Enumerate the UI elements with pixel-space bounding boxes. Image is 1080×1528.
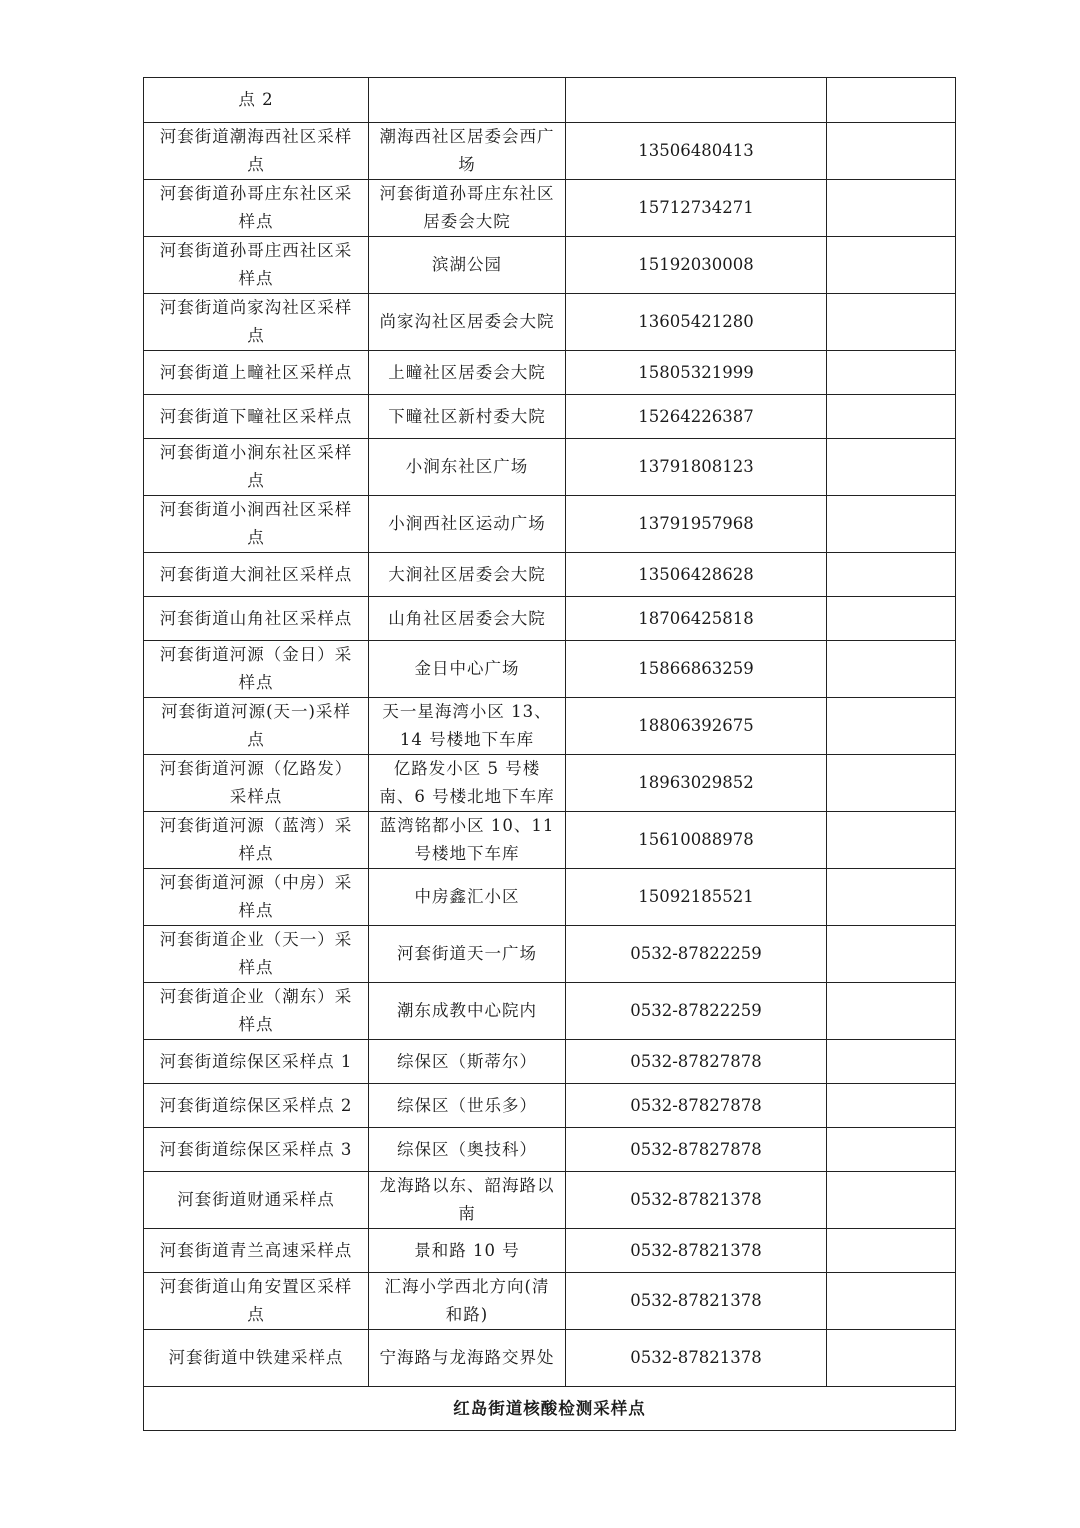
- site-name-cell: 河套街道山角社区采样点: [144, 597, 369, 641]
- phone-cell: 15092185521: [566, 869, 827, 926]
- address-cell: 汇海小学西北方向(清和路): [369, 1273, 566, 1330]
- table-row: [144, 78, 956, 123]
- address-cell: 综保区（奥技科）: [369, 1128, 566, 1172]
- phone-cell: 0532-87827878: [566, 1040, 827, 1084]
- note-cell: [827, 395, 956, 439]
- phone-cell: 15712734271: [566, 180, 827, 237]
- table-row: [144, 1229, 956, 1273]
- table-body: [144, 78, 956, 1431]
- phone-cell: 13506480413: [566, 123, 827, 180]
- phone-cell: 15610088978: [566, 812, 827, 869]
- phone-cell: 15805321999: [566, 351, 827, 395]
- note-cell: [827, 351, 956, 395]
- site-name-cell: 河套街道小涧西社区采样点: [144, 496, 369, 553]
- table-row: [144, 1084, 956, 1128]
- note-cell: [827, 439, 956, 496]
- address-cell: 河套街道天一广场: [369, 926, 566, 983]
- address-cell: 综保区（世乐多）: [369, 1084, 566, 1128]
- site-name-cell: 河套街道河源（蓝湾）采样点: [144, 812, 369, 869]
- note-cell: [827, 1172, 956, 1229]
- site-name-cell: 河套街道河源（金日）采样点: [144, 641, 369, 698]
- note-cell: [827, 496, 956, 553]
- table-row: [144, 983, 956, 1040]
- address-cell: 潮海西社区居委会西广场: [369, 123, 566, 180]
- address-cell: 景和路 10 号: [369, 1229, 566, 1273]
- table-row: [144, 641, 956, 698]
- note-cell: [827, 641, 956, 698]
- site-name-cell: 河套街道小涧东社区采样点: [144, 439, 369, 496]
- address-cell: [369, 78, 566, 123]
- table-row: [144, 1330, 956, 1387]
- phone-cell: 15192030008: [566, 237, 827, 294]
- phone-cell: 18963029852: [566, 755, 827, 812]
- site-name-cell: 河套街道大涧社区采样点: [144, 553, 369, 597]
- note-cell: [827, 1040, 956, 1084]
- address-cell: 小涧西社区运动广场: [369, 496, 566, 553]
- phone-cell: 0532-87827878: [566, 1084, 827, 1128]
- address-cell: 金日中心广场: [369, 641, 566, 698]
- note-cell: [827, 180, 956, 237]
- address-cell: 天一星海湾小区 13、14 号楼地下车库: [369, 698, 566, 755]
- note-cell: [827, 869, 956, 926]
- note-cell: [827, 1128, 956, 1172]
- table-row: [144, 237, 956, 294]
- note-cell: [827, 926, 956, 983]
- phone-cell: 13605421280: [566, 294, 827, 351]
- section-title: 红岛街道核酸检测采样点: [144, 1387, 956, 1431]
- phone-cell: 18806392675: [566, 698, 827, 755]
- table-row: [144, 1172, 956, 1229]
- address-cell: 蓝湾铭都小区 10、11 号楼地下车库: [369, 812, 566, 869]
- phone-cell: 0532-87821378: [566, 1330, 827, 1387]
- table-row: [144, 597, 956, 641]
- site-name-cell: 河套街道尚家沟社区采样点: [144, 294, 369, 351]
- address-cell: 尚家沟社区居委会大院: [369, 294, 566, 351]
- note-cell: [827, 597, 956, 641]
- phone-cell: 0532-87822259: [566, 983, 827, 1040]
- address-cell: 山角社区居委会大院: [369, 597, 566, 641]
- note-cell: [827, 1330, 956, 1387]
- table-row: [144, 180, 956, 237]
- site-name-cell: 河套街道综保区采样点 1: [144, 1040, 369, 1084]
- address-cell: 中房鑫汇小区: [369, 869, 566, 926]
- site-name-cell: 河套街道中铁建采样点: [144, 1330, 369, 1387]
- table-row: [144, 123, 956, 180]
- table-row: [144, 1273, 956, 1330]
- site-name-cell: 河套街道河源(天一)采样点: [144, 698, 369, 755]
- table-row: [144, 926, 956, 983]
- table-row: [144, 395, 956, 439]
- table-row: [144, 553, 956, 597]
- note-cell: [827, 123, 956, 180]
- note-cell: [827, 755, 956, 812]
- phone-cell: 0532-87822259: [566, 926, 827, 983]
- note-cell: [827, 983, 956, 1040]
- table-row: [144, 439, 956, 496]
- table-row: [144, 496, 956, 553]
- site-name-cell: 河套街道山角安置区采样点: [144, 1273, 369, 1330]
- table-row: [144, 351, 956, 395]
- table-row: [144, 812, 956, 869]
- phone-cell: 13506428628: [566, 553, 827, 597]
- site-name-cell: 河套街道财通采样点: [144, 1172, 369, 1229]
- site-name-cell: 河套街道企业（天一）采样点: [144, 926, 369, 983]
- table-row: [144, 294, 956, 351]
- address-cell: 上疃社区居委会大院: [369, 351, 566, 395]
- note-cell: [827, 698, 956, 755]
- address-cell: 河套街道孙哥庄东社区居委会大院: [369, 180, 566, 237]
- note-cell: [827, 1084, 956, 1128]
- address-cell: 大涧社区居委会大院: [369, 553, 566, 597]
- phone-cell: 0532-87827878: [566, 1128, 827, 1172]
- phone-cell: [566, 78, 827, 123]
- phone-cell: 0532-87821378: [566, 1273, 827, 1330]
- note-cell: [827, 812, 956, 869]
- site-name-cell: 河套街道上疃社区采样点: [144, 351, 369, 395]
- sampling-points-table: [143, 77, 956, 1431]
- site-name-cell: 河套街道综保区采样点 3: [144, 1128, 369, 1172]
- document-page: [143, 77, 955, 1431]
- site-name-cell: 河套街道青兰高速采样点: [144, 1229, 369, 1273]
- site-name-cell: 河套街道下疃社区采样点: [144, 395, 369, 439]
- note-cell: [827, 78, 956, 123]
- table-row: [144, 869, 956, 926]
- phone-cell: 0532-87821378: [566, 1172, 827, 1229]
- address-cell: 滨湖公园: [369, 237, 566, 294]
- note-cell: [827, 1229, 956, 1273]
- table-row: [144, 1040, 956, 1084]
- site-name-cell: 河套街道企业（潮东）采样点: [144, 983, 369, 1040]
- phone-cell: 0532-87821378: [566, 1229, 827, 1273]
- phone-cell: 13791957968: [566, 496, 827, 553]
- address-cell: 综保区（斯蒂尔）: [369, 1040, 566, 1084]
- phone-cell: 15866863259: [566, 641, 827, 698]
- site-name-cell: 河套街道潮海西社区采样点: [144, 123, 369, 180]
- address-cell: 亿路发小区 5 号楼南、6 号楼北地下车库: [369, 755, 566, 812]
- address-cell: 潮东成教中心院内: [369, 983, 566, 1040]
- phone-cell: 18706425818: [566, 597, 827, 641]
- note-cell: [827, 553, 956, 597]
- note-cell: [827, 1273, 956, 1330]
- address-cell: 宁海路与龙海路交界处: [369, 1330, 566, 1387]
- site-name-cell: 河套街道河源（亿路发）采样点: [144, 755, 369, 812]
- address-cell: 龙海路以东、韶海路以南: [369, 1172, 566, 1229]
- section-row: [144, 1387, 956, 1431]
- site-name-cell: 河套街道孙哥庄西社区采样点: [144, 237, 369, 294]
- site-name-cell: 河套街道孙哥庄东社区采样点: [144, 180, 369, 237]
- note-cell: [827, 237, 956, 294]
- site-name-cell: 河套街道综保区采样点 2: [144, 1084, 369, 1128]
- phone-cell: 15264226387: [566, 395, 827, 439]
- address-cell: 下疃社区新村委大院: [369, 395, 566, 439]
- table-row: [144, 1128, 956, 1172]
- site-name-cell: 河套街道河源（中房）采样点: [144, 869, 369, 926]
- table-row: [144, 698, 956, 755]
- table-row: [144, 755, 956, 812]
- site-name-cell: 点 2: [144, 78, 369, 123]
- address-cell: 小涧东社区广场: [369, 439, 566, 496]
- phone-cell: 13791808123: [566, 439, 827, 496]
- note-cell: [827, 294, 956, 351]
